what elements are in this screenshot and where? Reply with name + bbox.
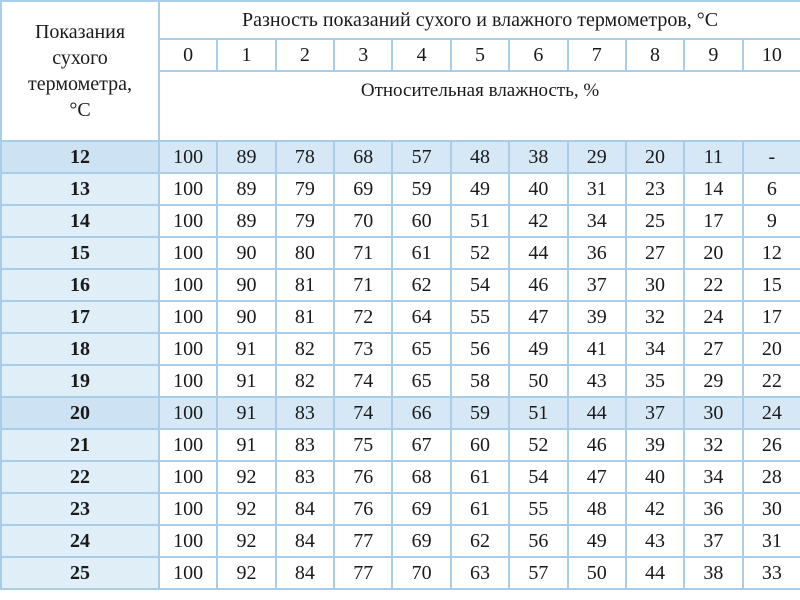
humidity-value-cell: 29 [684, 365, 742, 397]
humidity-value-cell: 27 [684, 333, 742, 365]
humidity-value-cell: 65 [392, 333, 450, 365]
difference-value-cell: 8 [626, 39, 684, 71]
humidity-value-cell: 36 [684, 493, 742, 525]
difference-value-cell: 10 [743, 39, 800, 71]
humidity-value-cell: 54 [509, 461, 567, 493]
humidity-value-cell: 43 [626, 525, 684, 557]
humidity-value-cell: 34 [626, 333, 684, 365]
humidity-value-cell: 14 [684, 173, 742, 205]
humidity-value-cell: 29 [568, 141, 626, 173]
difference-value-cell: 6 [509, 39, 567, 71]
humidity-value-cell: 6 [743, 173, 800, 205]
humidity-value-cell: 100 [159, 461, 217, 493]
humidity-value-cell: 74 [334, 365, 392, 397]
table-body [1, 141, 800, 589]
table-row [1, 365, 800, 397]
dry-temperature-cell: 19 [1, 365, 159, 397]
humidity-value-cell: 91 [217, 429, 275, 461]
humidity-value-cell: 23 [626, 173, 684, 205]
humidity-value-cell: 92 [217, 525, 275, 557]
difference-title: Разность показаний сухого и влажного термометров, °С [159, 1, 800, 39]
humidity-value-cell: 48 [451, 141, 509, 173]
humidity-value-cell: 47 [509, 301, 567, 333]
difference-value-cell: 9 [684, 39, 742, 71]
humidity-value-cell: 24 [743, 397, 800, 429]
humidity-value-cell: 69 [334, 173, 392, 205]
humidity-value-cell: 24 [684, 301, 742, 333]
humidity-value-cell: 59 [451, 397, 509, 429]
dry-temperature-cell: 22 [1, 461, 159, 493]
humidity-value-cell: 68 [334, 141, 392, 173]
humidity-value-cell: 76 [334, 461, 392, 493]
humidity-value-cell: 67 [392, 429, 450, 461]
humidity-value-cell: 100 [159, 141, 217, 173]
humidity-value-cell: 82 [276, 365, 334, 397]
humidity-value-cell: 100 [159, 493, 217, 525]
humidity-value-cell: 37 [626, 397, 684, 429]
humidity-value-cell: 89 [217, 173, 275, 205]
dry-temperature-cell: 14 [1, 205, 159, 237]
dry-temperature-cell: 20 [1, 397, 159, 429]
humidity-value-cell: 17 [684, 205, 742, 237]
difference-value-cell: 4 [392, 39, 450, 71]
humidity-value-cell: 41 [568, 333, 626, 365]
corner-label-line: °С [69, 99, 91, 121]
humidity-value-cell: 44 [568, 397, 626, 429]
humidity-value-cell: 72 [334, 301, 392, 333]
table-row [1, 397, 800, 429]
humidity-value-cell: 57 [392, 141, 450, 173]
table-row [1, 205, 800, 237]
table-row [1, 525, 800, 557]
humidity-value-cell: 69 [392, 525, 450, 557]
humidity-value-cell: 70 [334, 205, 392, 237]
humidity-value-cell: 90 [217, 301, 275, 333]
table-row [1, 493, 800, 525]
humidity-value-cell: 20 [684, 237, 742, 269]
humidity-value-cell: 56 [451, 333, 509, 365]
humidity-value-cell: 27 [626, 237, 684, 269]
humidity-value-cell: 59 [392, 173, 450, 205]
humidity-value-cell: 78 [276, 141, 334, 173]
humidity-value-cell: 100 [159, 301, 217, 333]
humidity-value-cell: 33 [743, 557, 800, 589]
humidity-value-cell: 44 [509, 237, 567, 269]
humidity-value-cell: 63 [451, 557, 509, 589]
humidity-value-cell: 54 [451, 269, 509, 301]
humidity-value-cell: 30 [743, 493, 800, 525]
dry-temperature-cell: 16 [1, 269, 159, 301]
table-row [1, 269, 800, 301]
humidity-value-cell: 26 [743, 429, 800, 461]
table-row [1, 461, 800, 493]
humidity-value-cell: 100 [159, 525, 217, 557]
table-row [1, 557, 800, 589]
humidity-value-cell: 15 [743, 269, 800, 301]
humidity-value-cell: 34 [568, 205, 626, 237]
humidity-value-cell: 100 [159, 429, 217, 461]
humidity-value-cell: 61 [451, 461, 509, 493]
corner-label-line: термометра, [28, 73, 132, 95]
humidity-value-cell: 47 [568, 461, 626, 493]
humidity-value-cell: 92 [217, 493, 275, 525]
humidity-value-cell: 9 [743, 205, 800, 237]
humidity-value-cell: 71 [334, 269, 392, 301]
humidity-value-cell: 81 [276, 269, 334, 301]
dry-temperature-cell: 17 [1, 301, 159, 333]
humidity-value-cell: 100 [159, 173, 217, 205]
humidity-value-cell: 49 [451, 173, 509, 205]
humidity-value-cell: 64 [392, 301, 450, 333]
table-row [1, 237, 800, 269]
humidity-value-cell: 44 [626, 557, 684, 589]
humidity-value-cell: 43 [568, 365, 626, 397]
humidity-value-cell: 50 [509, 365, 567, 397]
humidity-value-cell: 90 [217, 237, 275, 269]
humidity-value-cell: 30 [626, 269, 684, 301]
humidity-value-cell: 61 [451, 493, 509, 525]
humidity-value-cell: 76 [334, 493, 392, 525]
dry-temperature-cell: 25 [1, 557, 159, 589]
dry-temperature-cell: 15 [1, 237, 159, 269]
humidity-value-cell: 11 [684, 141, 742, 173]
difference-value-cell: 3 [334, 39, 392, 71]
humidity-value-cell: 84 [276, 493, 334, 525]
humidity-value-cell: 83 [276, 429, 334, 461]
difference-value-cell: 0 [159, 39, 217, 71]
humidity-value-cell: 20 [743, 333, 800, 365]
dry-temperature-cell: 21 [1, 429, 159, 461]
humidity-value-cell: 22 [684, 269, 742, 301]
humidity-value-cell: 35 [626, 365, 684, 397]
dry-temperature-cell: 24 [1, 525, 159, 557]
difference-value-cell: 7 [568, 39, 626, 71]
humidity-value-cell: 70 [392, 557, 450, 589]
difference-value-cell: 1 [217, 39, 275, 71]
humidity-value-cell: 92 [217, 461, 275, 493]
humidity-value-cell: 32 [684, 429, 742, 461]
humidity-value-cell: 100 [159, 557, 217, 589]
humidity-value-cell: 37 [568, 269, 626, 301]
humidity-value-cell: 60 [392, 205, 450, 237]
humidity-value-cell: 100 [159, 397, 217, 429]
humidity-value-cell: 36 [568, 237, 626, 269]
humidity-value-cell: 80 [276, 237, 334, 269]
humidity-value-cell: 48 [568, 493, 626, 525]
humidity-value-cell: 55 [509, 493, 567, 525]
humidity-value-cell: 84 [276, 557, 334, 589]
humidity-value-cell: 75 [334, 429, 392, 461]
humidity-value-cell: 84 [276, 525, 334, 557]
humidity-value-cell: 100 [159, 237, 217, 269]
humidity-value-cell: 90 [217, 269, 275, 301]
humidity-value-cell: 22 [743, 365, 800, 397]
difference-value-cell: 5 [451, 39, 509, 71]
humidity-value-cell: 89 [217, 141, 275, 173]
humidity-value-cell: 89 [217, 205, 275, 237]
humidity-value-cell: 40 [509, 173, 567, 205]
dry-thermometer-header [1, 1, 159, 141]
humidity-value-cell: 100 [159, 205, 217, 237]
humidity-value-cell: 83 [276, 461, 334, 493]
humidity-value-cell: 20 [626, 141, 684, 173]
humidity-value-cell: 100 [159, 269, 217, 301]
humidity-value-cell: - [743, 141, 800, 173]
humidity-value-cell: 68 [392, 461, 450, 493]
table-row [1, 173, 800, 205]
humidity-value-cell: 17 [743, 301, 800, 333]
humidity-value-cell: 77 [334, 557, 392, 589]
humidity-value-cell: 62 [392, 269, 450, 301]
humidity-value-cell: 55 [451, 301, 509, 333]
humidity-value-cell: 31 [743, 525, 800, 557]
humidity-value-cell: 100 [159, 333, 217, 365]
humidity-value-cell: 79 [276, 205, 334, 237]
humidity-value-cell: 37 [684, 525, 742, 557]
humidity-value-cell: 74 [334, 397, 392, 429]
table-row [1, 141, 800, 173]
humidity-value-cell: 79 [276, 173, 334, 205]
humidity-value-cell: 52 [509, 429, 567, 461]
humidity-value-cell: 66 [392, 397, 450, 429]
humidity-value-cell: 91 [217, 397, 275, 429]
humidity-value-cell: 91 [217, 365, 275, 397]
humidity-value-cell: 31 [568, 173, 626, 205]
table-row [1, 429, 800, 461]
humidity-value-cell: 60 [451, 429, 509, 461]
humidity-value-cell: 39 [568, 301, 626, 333]
humidity-value-cell: 25 [626, 205, 684, 237]
humidity-value-cell: 82 [276, 333, 334, 365]
humidity-value-cell: 40 [626, 461, 684, 493]
humidity-value-cell: 30 [684, 397, 742, 429]
humidity-value-cell: 51 [451, 205, 509, 237]
humidity-value-cell: 39 [626, 429, 684, 461]
dry-temperature-cell: 13 [1, 173, 159, 205]
humidity-value-cell: 65 [392, 365, 450, 397]
table-row [1, 301, 800, 333]
humidity-value-cell: 42 [509, 205, 567, 237]
humidity-value-cell: 56 [509, 525, 567, 557]
humidity-value-cell: 58 [451, 365, 509, 397]
humidity-value-cell: 38 [684, 557, 742, 589]
dry-temperature-cell: 12 [1, 141, 159, 173]
humidity-value-cell: 73 [334, 333, 392, 365]
humidity-value-cell: 49 [509, 333, 567, 365]
humidity-value-cell: 50 [568, 557, 626, 589]
humidity-value-cell: 42 [626, 493, 684, 525]
humidity-value-cell: 38 [509, 141, 567, 173]
humidity-value-cell: 51 [509, 397, 567, 429]
humidity-value-cell: 83 [276, 397, 334, 429]
humidity-value-cell: 62 [451, 525, 509, 557]
humidity-value-cell: 77 [334, 525, 392, 557]
humidity-value-cell: 52 [451, 237, 509, 269]
humidity-value-cell: 49 [568, 525, 626, 557]
corner-label-line: Показания [34, 21, 126, 43]
dry-temperature-cell: 18 [1, 333, 159, 365]
dry-temperature-cell: 23 [1, 493, 159, 525]
humidity-value-cell: 81 [276, 301, 334, 333]
humidity-title: Относительная влажность, % [159, 71, 800, 141]
corner-label-line: сухого [52, 47, 108, 69]
humidity-value-cell: 100 [159, 365, 217, 397]
difference-value-cell: 2 [276, 39, 334, 71]
humidity-value-cell: 69 [392, 493, 450, 525]
humidity-value-cell: 91 [217, 333, 275, 365]
humidity-value-cell: 32 [626, 301, 684, 333]
humidity-value-cell: 61 [392, 237, 450, 269]
table-row [1, 333, 800, 365]
humidity-value-cell: 46 [568, 429, 626, 461]
humidity-value-cell: 46 [509, 269, 567, 301]
humidity-value-cell: 34 [684, 461, 742, 493]
humidity-value-cell: 57 [509, 557, 567, 589]
humidity-value-cell: 71 [334, 237, 392, 269]
humidity-value-cell: 92 [217, 557, 275, 589]
humidity-value-cell: 28 [743, 461, 800, 493]
humidity-value-cell: 12 [743, 237, 800, 269]
